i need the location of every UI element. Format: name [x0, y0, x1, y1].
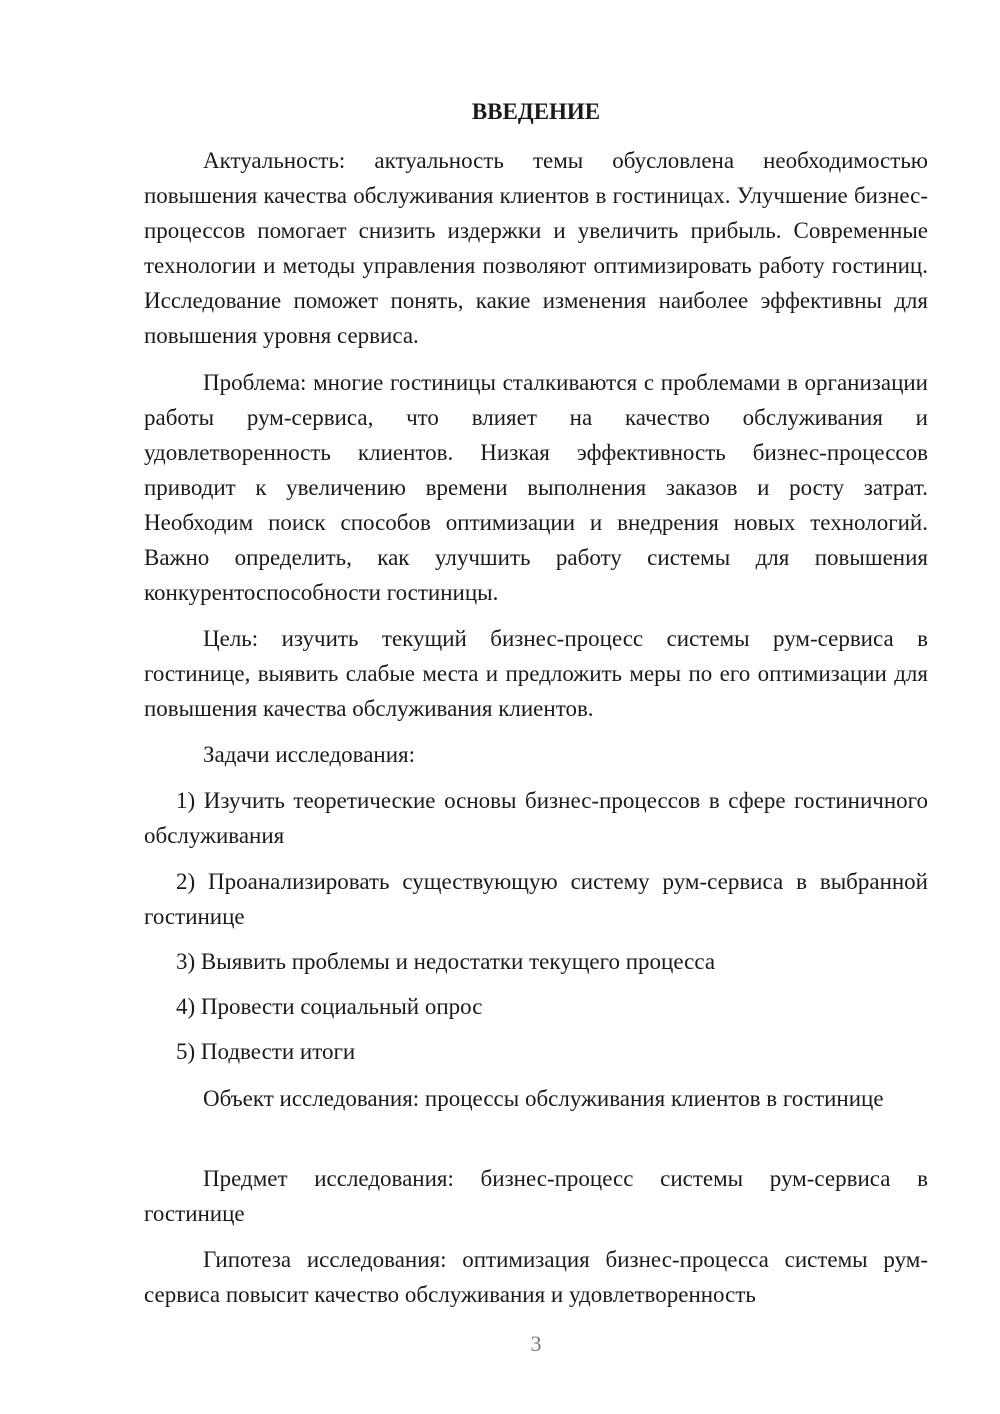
- goal-paragraph: Цель: изучить текущий бизнес-процесс системы рум-сервиса в гостинице, выявить слабые места и предложить меры по его оптимизации для повышения качества обслуживания клиентов.: [144, 626, 928, 721]
- task-item: 1) Изучить теоретические основы бизнес-процессов в сфере гостиничного обслуживания: [144, 788, 928, 848]
- object-paragraph: Объект исследования: процессы обслуживания клиентов в гостинице: [203, 1086, 884, 1111]
- task-item: 3) Выявить проблемы и недостатки текущего процесса: [176, 949, 716, 974]
- hypothesis-paragraph: Гипотеза исследования: оптимизация бизнес-процесса системы рум-сервиса повысит качество обслуживания и удовлетворенность: [144, 1247, 928, 1307]
- problem-paragraph: Проблема: многие гостиницы сталкиваются с проблемами в организации работы рум-сервиса, что влияет на качество обслуживания и удовлетворенность клиентов. Низкая эффективность бизнес-процессов приводит к увеличению времени выполнения заказов и росту затрат. Необходим поиск способов оптимизации и внедрения новых технологий. Важно определить, как улучшить работу системы для повышения конкурентоспособности гостиницы.: [144, 370, 928, 605]
- tasks-heading: Задачи исследования:: [203, 742, 416, 767]
- document-title: ВВЕДЕНИЕ: [471, 99, 601, 124]
- page-number: 3: [530, 1331, 542, 1356]
- subject-paragraph: Предмет исследования: бизнес-процесс системы рум-сервиса в гостинице: [144, 1166, 928, 1226]
- relevance-paragraph: Актуальность: актуальность темы обусловлена необходимостью повышения качества обслуживания клиентов в гостиницах. Улучшение бизнес-процессов помогает снизить издержки и увеличить прибыль. Современные технологии и методы управления позволяют оптимизировать работу гостиниц. Исследование поможет понять, какие изменения наиболее эффективны для повышения уровня сервиса.: [144, 148, 928, 348]
- task-item: 5) Подвести итоги: [176, 1039, 356, 1064]
- task-item: 2) Проанализировать существующую систему рум-сервиса в выбранной гостинице: [144, 869, 928, 929]
- task-item: 4) Провести социальный опрос: [176, 994, 483, 1019]
